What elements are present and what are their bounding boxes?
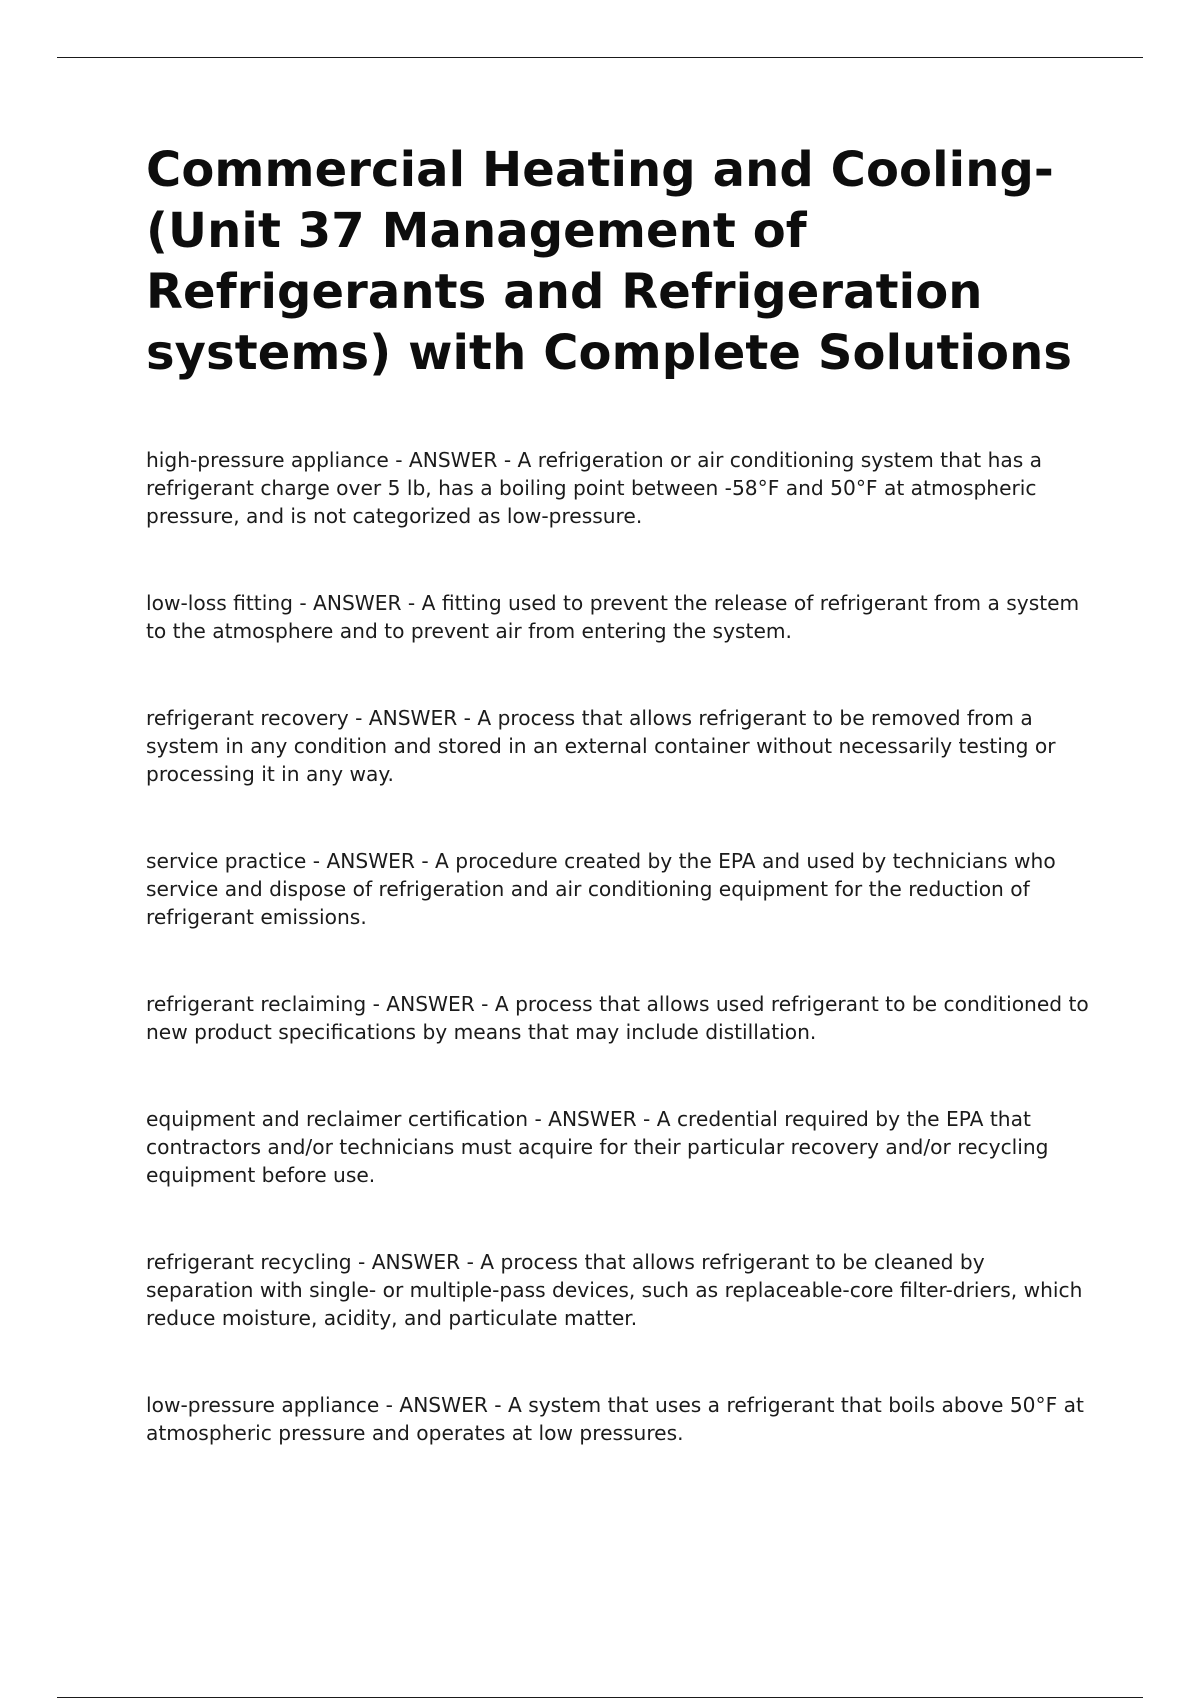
qa-item: refrigerant reclaiming - ANSWER - A process that allows used refrigerant to be conditioned to new product specifications by means that may include distillation. (146, 992, 1089, 1044)
qa-item: low-pressure appliance - ANSWER - A system that uses a refrigerant that boils above 50°F at atmospheric pressure and operates at low pressures. (146, 1393, 1084, 1445)
qa-item: refrigerant recycling - ANSWER - A process that allows refrigerant to be cleaned by separation with single- or multiple-pass devices, such as replaceable-core filter-driers, which reduce moisture, acidity, and particulate matter. (146, 1250, 1083, 1330)
bottom-divider (57, 1697, 1143, 1698)
document-body (146, 140, 1096, 1447)
qa-item: high-pressure appliance - ANSWER - A refrigeration or air conditioning system that has a refrigerant charge over 5 lb, has a boiling point between -58°F and 50°F at atmospheric pressure, and is not categorized as low-pressure. (146, 448, 1043, 528)
document-title: Commercial Heating and Cooling- (Unit 37 Management of Refrigerants and Refrigeration systems) with Complete Solutions (146, 142, 1073, 381)
qa-item: equipment and reclaimer certification - ANSWER - A credential required by the EPA that contractors and/or technicians must acquire for their particular recovery and/or recycling equipment before use. (146, 1107, 1049, 1187)
qa-item: service practice - ANSWER - A procedure created by the EPA and used by technicians who service and dispose of refrigeration and air conditioning equipment for the reduction of refrigerant emissions. (146, 849, 1056, 929)
qa-item: low-loss fitting - ANSWER - A fitting used to prevent the release of refrigerant from a system to the atmosphere and to prevent air from entering the system. (146, 591, 1080, 643)
top-divider (57, 57, 1143, 58)
qa-list (146, 446, 1096, 1447)
qa-item: refrigerant recovery - ANSWER - A process that allows refrigerant to be removed from a system in any condition and stored in an external container without necessarily testing or processing it in any way. (146, 706, 1056, 786)
